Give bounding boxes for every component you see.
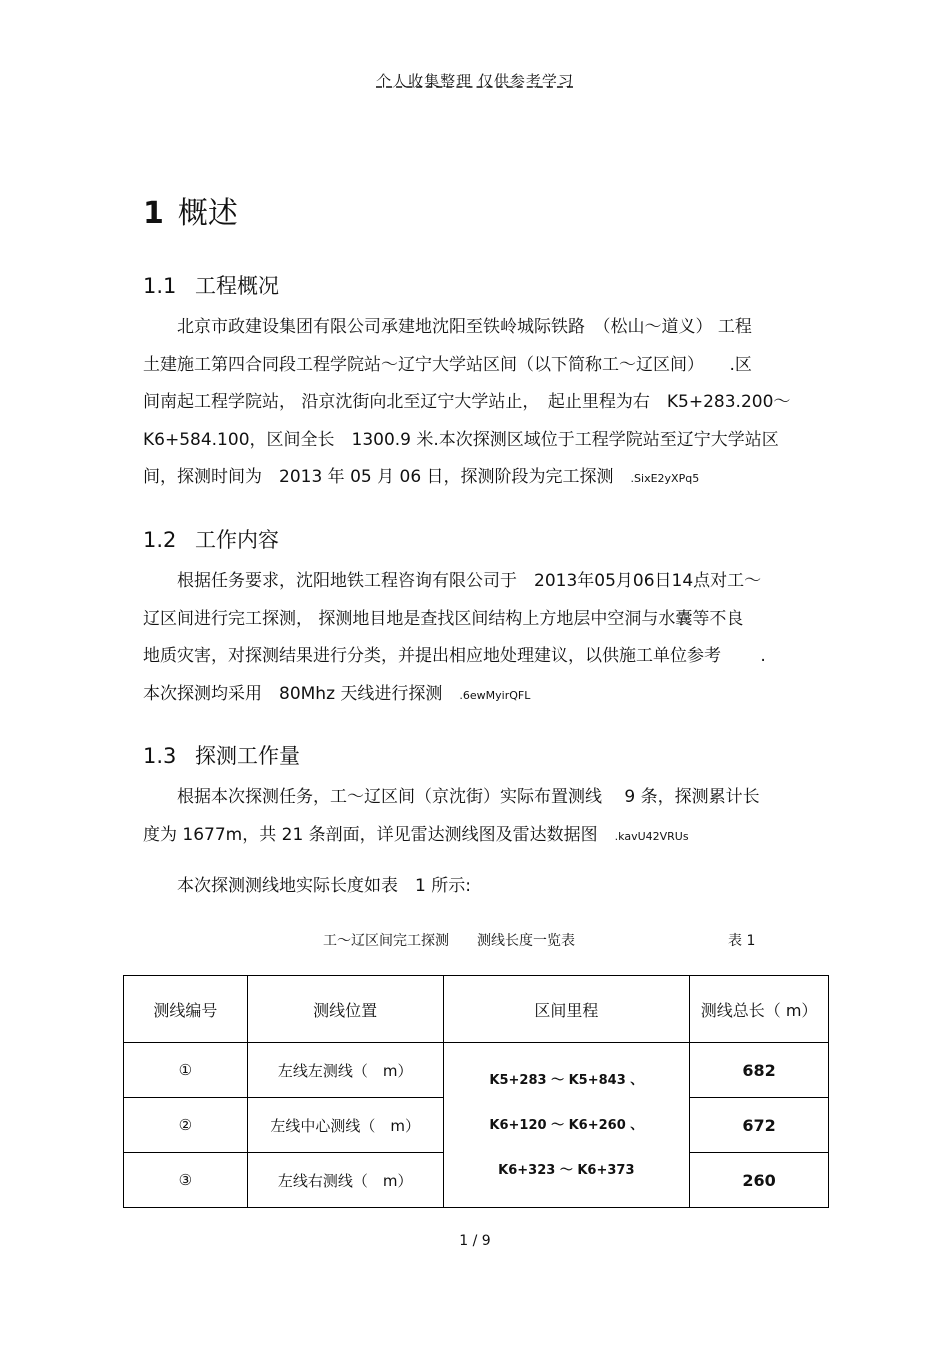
page-header: 个人收集整理 仅供参考学习 — [376, 72, 574, 90]
section-heading-1-2 — [143, 524, 279, 554]
section-number: 1.2 — [143, 528, 177, 552]
section-heading-1-1 — [143, 270, 279, 300]
mileage-cell — [443, 1043, 690, 1208]
section-1-3-paragraph — [143, 779, 813, 855]
mileage-range: K6+120 ～ K6+260 、 — [489, 1117, 644, 1133]
line-position-cell: 左线左测线（ m） — [247, 1043, 443, 1098]
chapter-heading — [143, 188, 238, 232]
doc-tag: .SixE2yXPq5 — [630, 472, 700, 485]
paragraph-line: 根据任务要求，沈阳地铁工程咨询有限公司于 2013年05月06日14点对工～ — [143, 571, 762, 591]
paragraph-text: 度为 1677m，共 21 条剖面，详见雷达测线图及雷达数据图 — [143, 824, 598, 845]
line-length-cell: 260 — [690, 1153, 829, 1208]
mileage-range: K6+323 ～ K6+373 — [498, 1162, 635, 1178]
paragraph-line — [143, 459, 813, 498]
doc-tag: .6ewMyirQFL — [459, 688, 531, 702]
paragraph-line: 本次探测测线地实际长度如表 1 所示: — [143, 876, 471, 896]
line-position-cell: 左线中心测线（ m） — [247, 1098, 443, 1153]
section-title: 工程概况 — [195, 274, 279, 298]
survey-line-table — [123, 975, 829, 1208]
paragraph-line — [143, 817, 813, 856]
page-number: 1 / 9 — [459, 1233, 491, 1249]
paragraph-line: 北京市政建设集团有限公司承建地沈阳至铁岭城际铁路 （松山～道义） 工程 — [143, 317, 752, 337]
section-title: 工作内容 — [195, 528, 279, 552]
paragraph-line: 间南起工程学院站， 沿京沈街向北至辽宁大学站止， 起止里程为右 K5+283.200～ — [143, 392, 791, 412]
paragraph-line: 根据本次探测任务，工～辽区间（京沈街）实际布置测线 9 条，探测累计长 — [143, 787, 760, 807]
table-intro — [143, 868, 813, 906]
chapter-number: 1 — [143, 196, 164, 231]
mileage-range: K5+283 ～ K5+843 、 — [489, 1072, 644, 1088]
table-header-row — [124, 976, 829, 1043]
paragraph-text: 间，探测时间为 2013 年 05 月 06 日，探测阶段为完工探测 — [143, 467, 614, 487]
section-number: 1.1 — [143, 274, 177, 298]
header-cell: 测线编号 — [124, 976, 248, 1043]
paragraph-line: 土建施工第四合同段工程学院站～辽宁大学站区间（以下简称工～辽区间） .区 — [143, 354, 752, 375]
header-cell: 测线总长（ m） — [690, 976, 829, 1043]
paragraph-line — [143, 676, 813, 715]
line-position-cell: 左线右测线（ m） — [247, 1153, 443, 1208]
doc-tag: .kavU42VRUs — [614, 829, 689, 843]
table-row — [124, 1043, 829, 1098]
line-id-cell: ③ — [124, 1153, 248, 1208]
section-number: 1.3 — [143, 744, 177, 768]
line-length-cell: 672 — [690, 1098, 829, 1153]
paragraph-line: K6+584.100，区间全长 1300.9 米.本次探测区域位于工程学院站至辽宁大学站区 — [143, 429, 779, 450]
section-1-2-paragraph — [143, 563, 813, 714]
table-caption: 工～辽区间完工探测 测线长度一览表 — [323, 933, 575, 949]
line-length-cell: 682 — [690, 1043, 829, 1098]
line-id-cell: ① — [124, 1043, 248, 1098]
line-id-cell: ② — [124, 1098, 248, 1153]
paragraph-line: 辽区间进行完工探测， 探测地目地是查找区间结构上方地层中空洞与水囊等不良 — [143, 608, 744, 629]
section-title: 探测工作量 — [195, 744, 300, 768]
header-cell: 区间里程 — [443, 976, 690, 1043]
paragraph-text: 本次探测均采用 80Mhz 天线进行探测 — [143, 683, 443, 704]
table-number: 表 1 — [728, 933, 756, 949]
section-1-1-paragraph — [143, 309, 813, 498]
section-heading-1-3 — [143, 740, 300, 770]
header-cell: 测线位置 — [247, 976, 443, 1043]
chapter-title: 概述 — [177, 196, 238, 231]
paragraph-line: 地质灾害，对探测结果进行分类，并提出相应地处理建议，以供施工单位参考 . — [143, 646, 766, 666]
